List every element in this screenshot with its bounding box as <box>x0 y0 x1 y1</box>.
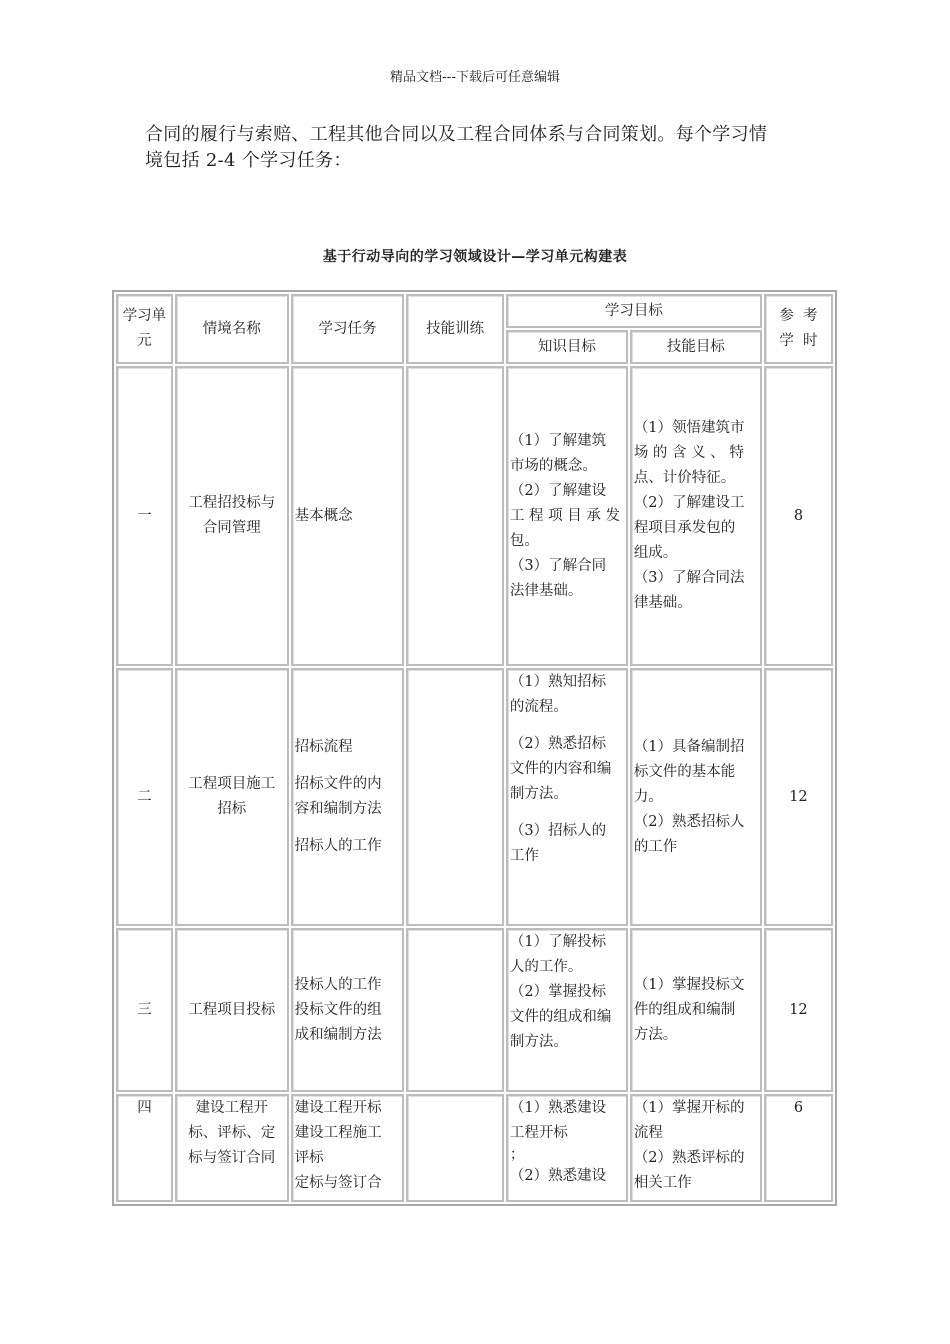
situation-cell: 工程项目施工 招标 <box>175 668 289 926</box>
table-title: 基于行动导向的学习领域设计—学习单元构建表 <box>322 249 628 265</box>
hours-cell: 6 <box>764 1094 833 1202</box>
header-skill-goal: 技能目标 <box>630 330 762 364</box>
knowledge-cell: （1）了解建筑 市场的概念。 （2）了解建设 工 程 项 目 承 发 包。 （3）了解合同 法律基础。 <box>506 366 628 666</box>
skill-training-cell <box>406 928 504 1092</box>
situation-cell: 工程招投标与 合同管理 <box>175 366 289 666</box>
intro-line: 境包括 2-4 个学习任务： <box>145 150 352 171</box>
table-row <box>116 668 833 926</box>
skill-training-cell <box>406 668 504 926</box>
header-skill-training: 技能训练 <box>406 294 504 364</box>
unit-cell: 三 <box>116 928 173 1092</box>
table-row <box>116 1094 833 1202</box>
skill-goal-cell: （1）具备编制招 标文件的基本能 力。 （2）熟悉招标人 的工作 <box>630 668 762 926</box>
page-header: 精品文档---下载后可任意编辑 <box>389 70 561 85</box>
hours-cell: 12 <box>764 668 833 926</box>
intro-line: 合同的履行与索赔、工程其他合同以及工程合同体系与合同策划。每个学习情 <box>145 124 768 145</box>
skill-goal-cell: （1）掌握开标的 流程 （2）熟悉评标的 相关工作 <box>630 1094 762 1202</box>
knowledge-cell: （1）熟悉建设 工程开标 ； （2）熟悉建设 <box>506 1094 628 1202</box>
header-situation: 情境名称 <box>175 294 289 364</box>
hours-cell: 12 <box>764 928 833 1092</box>
knowledge-cell: （1）熟知招标 的流程。 （2）熟悉招标 文件的内容和编 制方法。 （3）招标人的 工作 <box>506 668 628 926</box>
knowledge-cell: （1）了解投标 人的工作。 （2）掌握投标 文件的组成和编 制方法。 <box>506 928 628 1092</box>
table-row <box>116 366 833 666</box>
task-cell: 投标人的工作 投标文件的组 成和编制方法 <box>291 928 405 1092</box>
situation-cell: 建设工程开 标、评标、定 标与签订合同 <box>175 1094 289 1202</box>
unit-cell: 一 <box>116 366 173 666</box>
unit-cell: 二 <box>116 668 173 926</box>
skill-goal-cell: （1）领悟建筑市 场 的 含 义 、 特 点、计价特征。 （2）了解建设工 程项目承发包的 组成。 （3）了解合同法 律基础。 <box>630 366 762 666</box>
task-cell: 建设工程开标 建设工程施工 评标 定标与签订合 <box>291 1094 405 1202</box>
header-row <box>116 294 833 328</box>
header-unit: 学习单 元 <box>116 294 173 364</box>
header-task: 学习任务 <box>291 294 405 364</box>
learning-unit-table <box>112 290 837 1206</box>
task-cell: 基本概念 <box>291 366 405 666</box>
table-row <box>116 928 833 1092</box>
skill-training-cell <box>406 1094 504 1202</box>
situation-cell: 工程项目投标 <box>175 928 289 1092</box>
header-hours: 参 考 学 时 <box>764 294 833 364</box>
intro-paragraph <box>145 122 815 174</box>
hours-cell: 8 <box>764 366 833 666</box>
task-cell: 招标流程 招标文件的内 容和编制方法 招标人的工作 <box>291 668 405 926</box>
header-goals: 学习目标 <box>506 294 762 328</box>
skill-goal-cell: （1）掌握投标文 件的组成和编制 方法。 <box>630 928 762 1092</box>
header-knowledge-goal: 知识目标 <box>506 330 628 364</box>
skill-training-cell <box>406 366 504 666</box>
unit-cell: 四 <box>116 1094 173 1202</box>
